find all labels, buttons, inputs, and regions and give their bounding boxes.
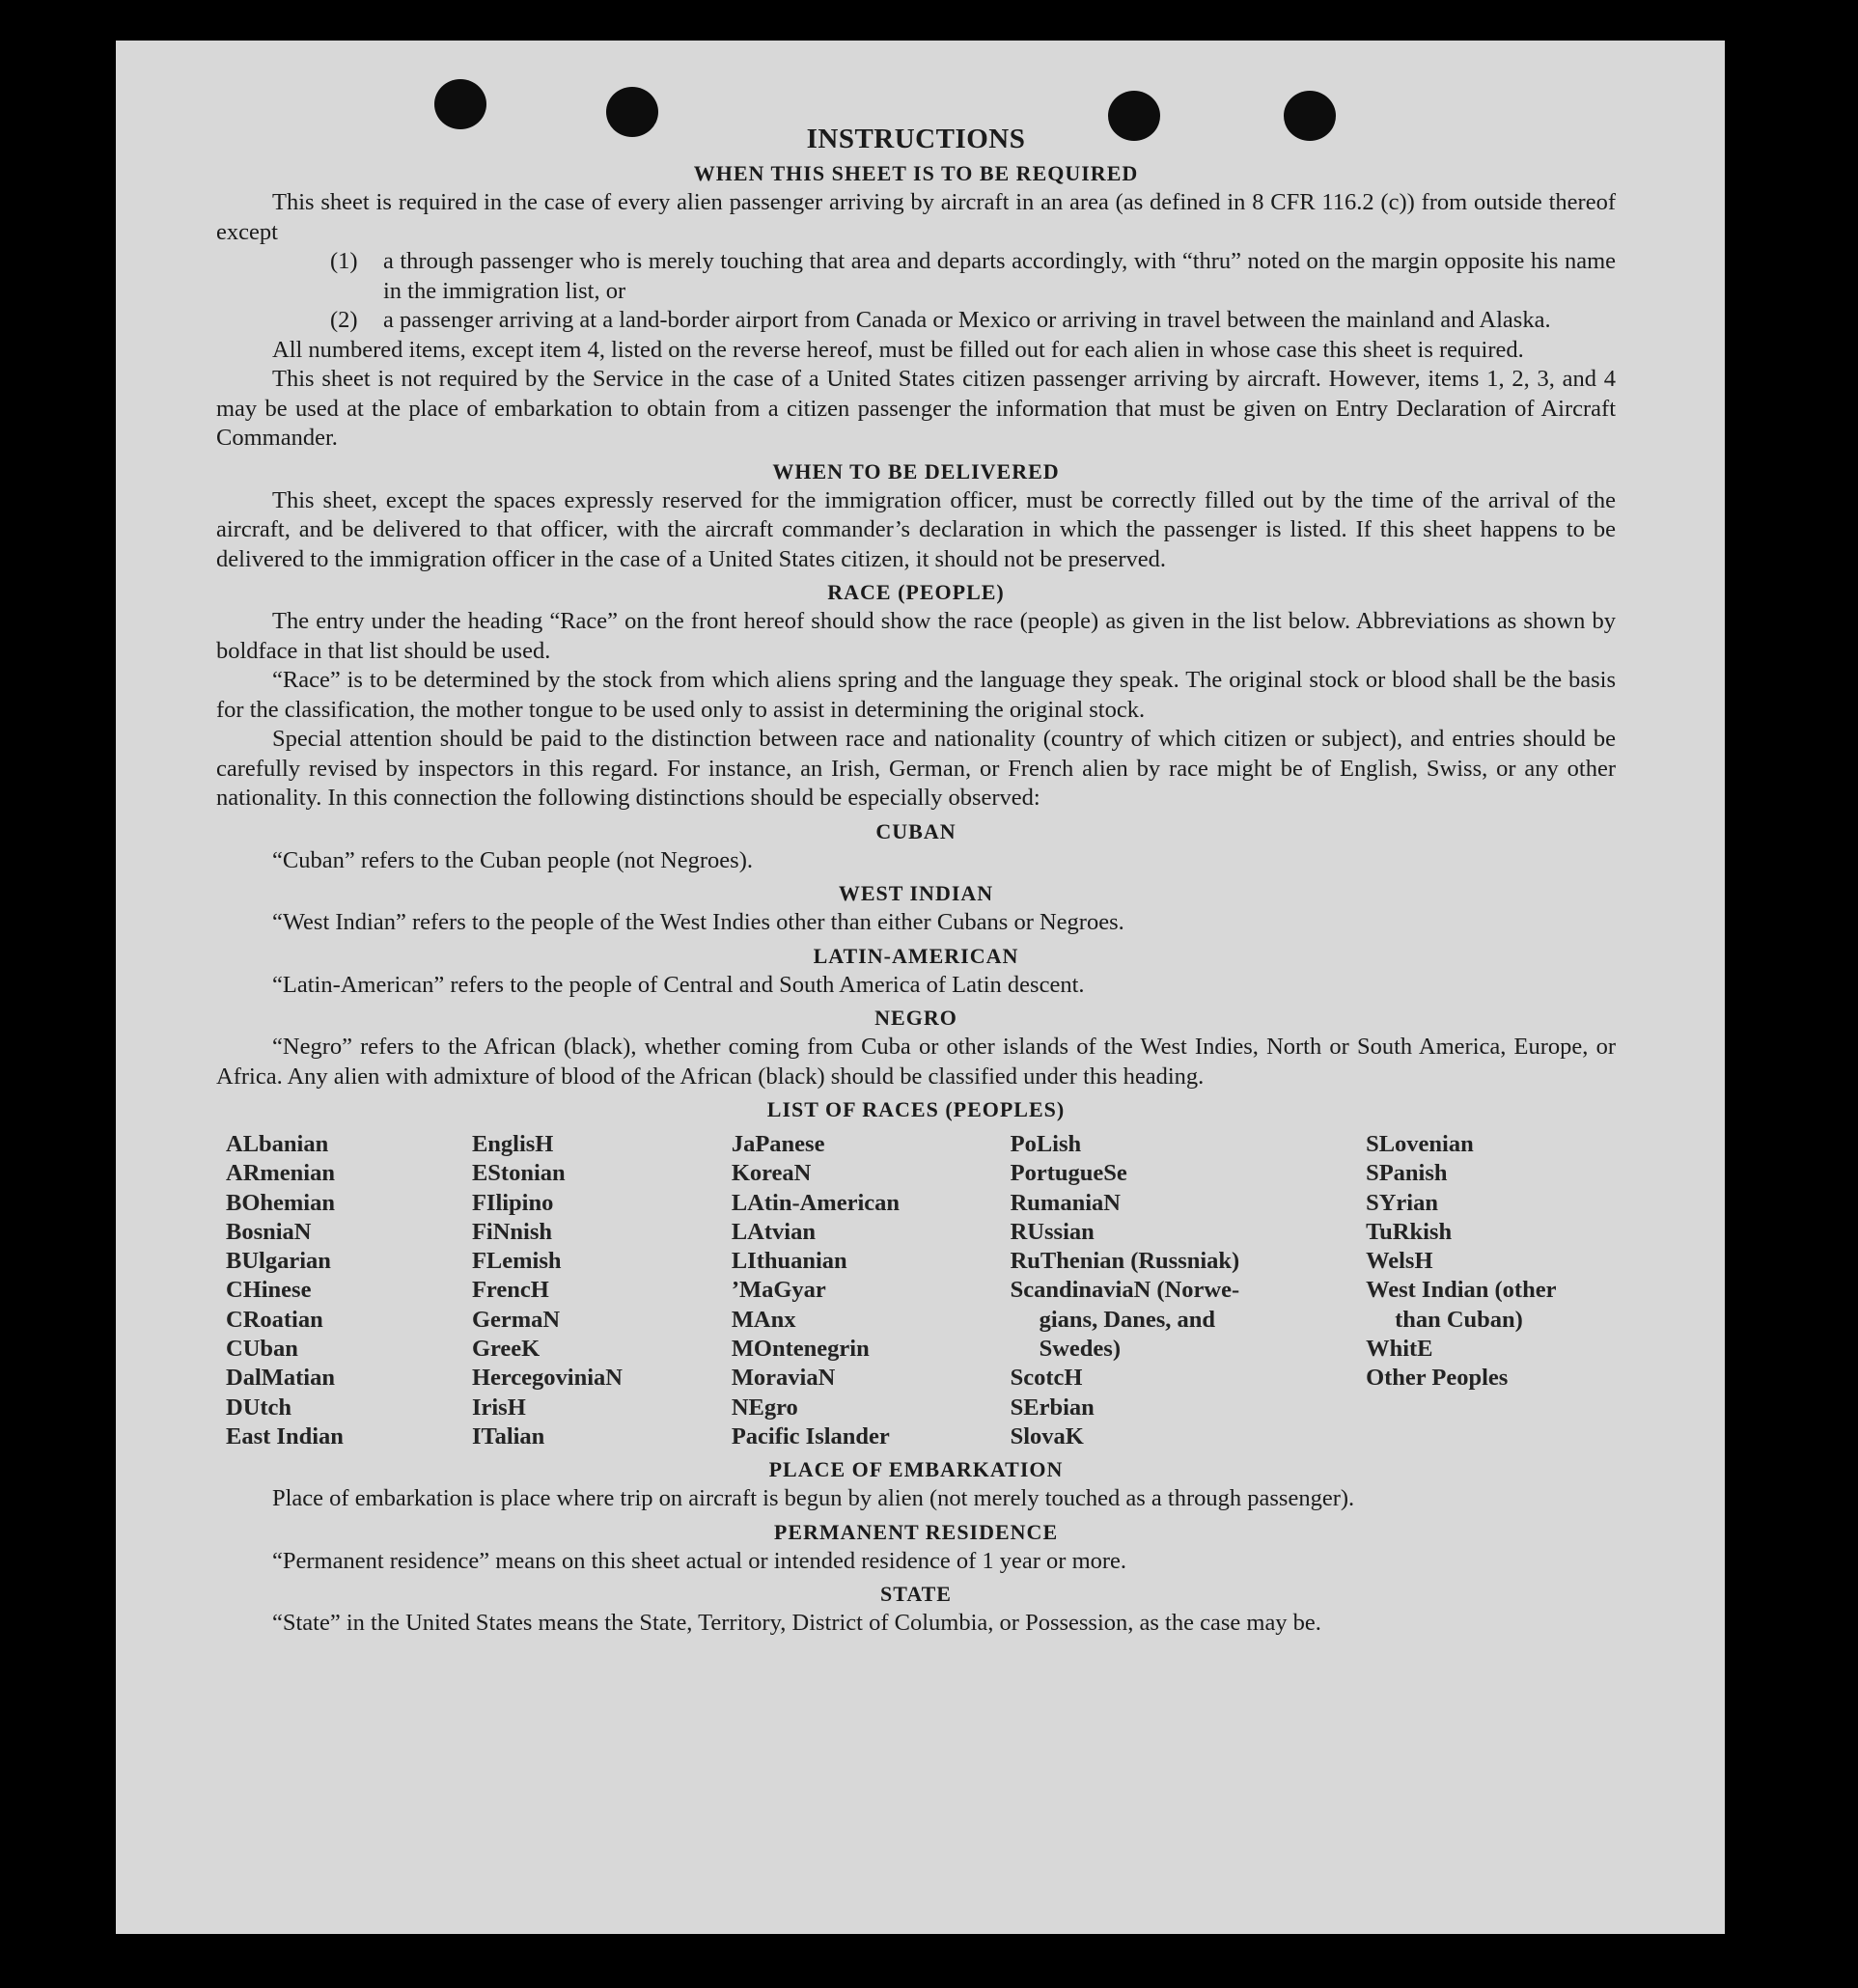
race-list <box>226 1130 1616 1451</box>
race-item: BOhemian <box>226 1189 335 1216</box>
race-item: FrencH <box>471 1277 549 1304</box>
race-item-continuation: Swedes) <box>1039 1336 1121 1363</box>
paragraph: This sheet is not required by the Service in the case of a United States citizen passenger arriving by aircraft. However, items 1, 2, 3, and 4 may be used at the place of embarkation to obtain from a citizen passenger the information that must be given on Entry Declaration of Aircraft Commander. <box>216 366 1616 451</box>
race-item: DalMatian <box>226 1365 335 1392</box>
race-item: SYrian <box>1366 1189 1438 1216</box>
race-item: BUlgarian <box>226 1248 331 1275</box>
exception-number: (1) <box>330 248 358 274</box>
race-item: ScandinaviaN (Norwe- <box>1010 1277 1240 1304</box>
race-item: RUssian <box>1010 1218 1095 1245</box>
race-item: SErbian <box>1010 1394 1095 1421</box>
race-item: JaPanese <box>731 1131 825 1157</box>
race-item: CRoatian <box>226 1306 323 1333</box>
race-item: CHinese <box>226 1277 312 1304</box>
section-heading: PLACE OF EMBARKATION <box>768 1457 1064 1482</box>
race-item: KoreaN <box>731 1160 812 1187</box>
race-item: RuThenian (Russniak) <box>1010 1248 1240 1275</box>
paragraph: Place of embarkation is place where trip on aircraft is begun by alien (not merely touched as a through passenger). <box>272 1485 1355 1512</box>
race-item: MoraviaN <box>731 1365 836 1392</box>
paragraph: All numbered items, except item 4, listed on the reverse hereof, must be filled out for each alien in whose case this sheet is required. <box>272 336 1524 363</box>
race-item: Other Peoples <box>1366 1365 1509 1392</box>
race-column <box>472 1130 732 1451</box>
race-item: SLovenian <box>1366 1131 1474 1157</box>
exception-number: (2) <box>330 307 358 333</box>
section-heading: STATE <box>880 1582 952 1607</box>
race-item: LAtvian <box>731 1218 816 1245</box>
paragraph: “Latin-American” refers to the people of Central and South America of Latin descent. <box>272 971 1085 998</box>
race-item: DUtch <box>226 1394 292 1421</box>
section-heading: LATIN-AMERICAN <box>813 943 1019 968</box>
race-item: PoLish <box>1010 1131 1082 1157</box>
exception-text: a through passenger who is merely touching that area and departs accordingly, with “thru” noted on the margin opposite his name in the immigration list, or <box>383 248 1616 304</box>
race-item: TuRkish <box>1366 1218 1453 1245</box>
paragraph: “West Indian” refers to the people of the West Indies other than either Cubans or Negroes. <box>272 909 1124 935</box>
race-item: ScotcH <box>1010 1365 1083 1392</box>
race-item: ’MaGyar <box>731 1277 826 1304</box>
race-item: RumaniaN <box>1010 1189 1121 1216</box>
race-item: East Indian <box>226 1422 344 1450</box>
race-item: MAnx <box>731 1306 796 1333</box>
race-column <box>226 1130 472 1451</box>
race-item: SlovaK <box>1010 1422 1084 1450</box>
section-heading: WHEN TO BE DELIVERED <box>772 458 1060 483</box>
paragraph: “Permanent residence” means on this sheet actual or intended residence of 1 year or more. <box>272 1547 1127 1574</box>
paragraph: The entry under the heading “Race” on the front hereof should show the race (people) as given in the list below. Abbreviations as shown by boldface in that list should be used. <box>216 608 1616 664</box>
race-item: EnglisH <box>471 1131 554 1157</box>
race-item: Pacific Islander <box>731 1422 890 1450</box>
instructions-content <box>216 124 1616 1639</box>
race-item: NEgro <box>731 1394 798 1421</box>
race-item: PortugueSe <box>1010 1160 1127 1187</box>
race-column <box>732 1130 1011 1451</box>
race-item: FLemish <box>471 1248 562 1275</box>
race-item: FiNnish <box>471 1218 552 1245</box>
race-item: ITalian <box>471 1422 545 1450</box>
paragraph: Special attention should be paid to the distinction between race and nationality (country of which citizen or subject), and entries should be carefully revised by inspectors in this regard. For instance, an Irish, German, or French alien by race might be of English, Swiss, or any other nationality. In this connection the following distinctions should be especially observed: <box>216 726 1616 811</box>
exception-item <box>330 306 1616 336</box>
section-heading: RACE (PEOPLE) <box>827 580 1005 604</box>
race-item: WelsH <box>1366 1248 1433 1275</box>
race-column <box>1366 1130 1616 1451</box>
race-item: GermaN <box>471 1306 561 1333</box>
race-item: BosniaN <box>226 1218 312 1245</box>
document-sheet <box>116 41 1725 1934</box>
section-heading: CUBAN <box>875 818 957 843</box>
race-item: LAtin-American <box>731 1189 901 1216</box>
race-item: HercegoviniaN <box>471 1365 623 1392</box>
race-item: CUban <box>226 1336 298 1363</box>
exception-item <box>330 247 1616 306</box>
punch-hole <box>434 79 486 129</box>
paragraph: “Negro” refers to the African (black), whether coming from Cuba or other islands of the West Indies, North or South America, Europe, or Africa. Any alien with admixture of blood of the African (black) should be classified under this heading. <box>216 1034 1616 1090</box>
paragraph: “Cuban” refers to the Cuban people (not Negroes). <box>272 846 753 873</box>
race-item: GreeK <box>471 1336 541 1363</box>
paragraph: “State” in the United States means the State, Territory, District of Columbia, or Possession, as the case may be. <box>272 1610 1321 1637</box>
race-item-continuation: gians, Danes, and <box>1039 1306 1216 1333</box>
section-heading: WHEN THIS SHEET IS TO BE REQUIRED <box>693 161 1139 185</box>
section-heading: NEGRO <box>874 1006 957 1030</box>
race-item: WhitE <box>1366 1336 1433 1363</box>
race-item: West Indian (other <box>1366 1277 1557 1304</box>
section-heading: WEST INDIAN <box>838 881 994 905</box>
race-column <box>1011 1130 1366 1451</box>
paragraph: This sheet is required in the case of every alien passenger arriving by aircraft in an area (as defined in 8 CFR 116.2 (c)) from outside thereof except <box>216 189 1616 245</box>
race-item-continuation: than Cuban) <box>1395 1306 1523 1333</box>
race-item: MOntenegrin <box>731 1336 870 1363</box>
race-item: IrisH <box>471 1394 526 1421</box>
section-heading: LIST OF RACES (PEOPLES) <box>766 1097 1066 1121</box>
section-heading: PERMANENT RESIDENCE <box>773 1519 1059 1544</box>
exception-text: a passenger arriving at a land-border airport from Canada or Mexico or arriving in travel between the mainland and Alaska. <box>383 307 1551 333</box>
paragraph: “Race” is to be determined by the stock from which aliens spring and the language they speak. The original stock or blood shall be the basis for the classification, the mother tongue to be used only to assist in determining the original stock. <box>216 667 1616 723</box>
race-item: LIthuanian <box>731 1248 847 1275</box>
race-item: EStonian <box>471 1160 566 1187</box>
paragraph: This sheet, except the spaces expressly reserved for the immigration officer, must be correctly filled out by the time of the arrival of the aircraft, and be delivered to that officer, with the aircraft commander’s declaration in which the passenger is listed. If this sheet happens to be delivered to the immigration officer in the case of a United States citizen, it should not be preserved. <box>216 486 1616 572</box>
race-item: FIlipino <box>471 1189 554 1216</box>
race-item: ARmenian <box>226 1160 335 1187</box>
page-title: INSTRUCTIONS <box>806 124 1026 154</box>
race-item: SPanish <box>1366 1160 1448 1187</box>
race-item: ALbanian <box>226 1131 329 1157</box>
